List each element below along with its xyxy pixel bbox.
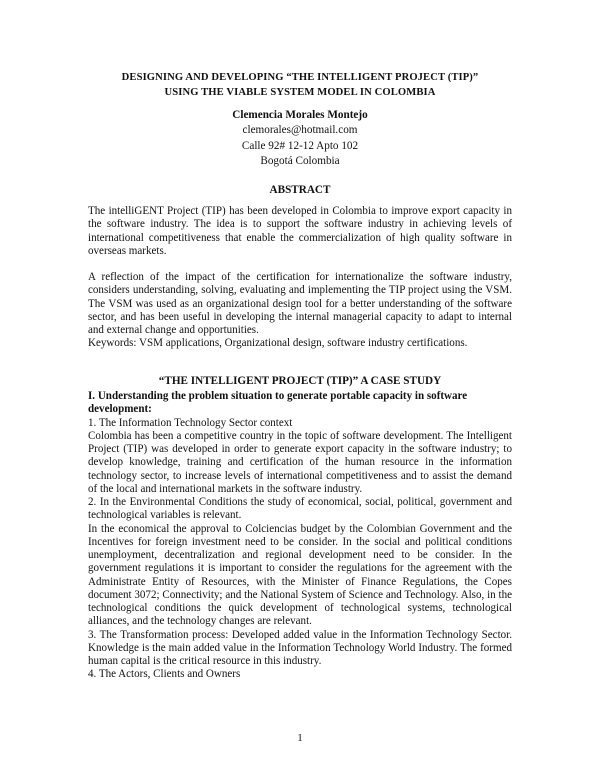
- body-item: In the economical the approval to Colciencias budget by the Colombian Government and the Incentives for foreign investment need to be consider. In the social and political conditions unemployment, decentralization and regional development need to be consider. In the government regulations it is important to consider the regulations for the agreement with the Administrate Entity of Resources, with the Minister of Finance Regulations, the Copes document 3072; Connectivity; and the National System of Science and Technology. Also, in the technological conditions the quick development of technological systems, technological alliances, and the technology changes are relevant.: [88, 522, 512, 628]
- body-item: Colombia has been a competitive country in the topic of software development. The Intelligent Project (TIP) was developed in order to generate export capacity in the software industry; to develop knowledge, training and certification of the human resource in the information technology sector, to increase levels of international competitiveness and to assist the demand of the local and international markets in the software industry.: [88, 429, 512, 495]
- abstract-heading: ABSTRACT: [269, 184, 331, 196]
- title-line-2: USING THE VIABLE SYSTEM MODEL IN COLOMBIA: [164, 87, 436, 98]
- section-body: [88, 390, 512, 682]
- section-heading: “THE INTELLIGENT PROJECT (TIP)” A CASE STUDY: [158, 375, 442, 387]
- author-block: [0, 108, 600, 170]
- body-item: 3. The Transformation process: Developed added value in the Information Technology Sector. Knowledge is the main added value in the Information Technology World Industry. The formed human capital is the critical resource in this industry.: [88, 628, 512, 667]
- abstract-p2-text: A reflection of the impact of the certification for internationalize the software industry, considers understanding, solving, evaluating and implementing the TIP project using the VSM. The VSM was used as an organizational design tool for a better understanding of the software sector, and has been useful in developing the internal managerial capacity to adapt to internal and external change and opportunities.: [88, 271, 512, 336]
- paper-title: [0, 70, 600, 100]
- title-line-1: DESIGNING AND DEVELOPING “THE INTELLIGENT PROJECT (TIP)”: [121, 72, 479, 83]
- author-address: Calle 92# 12-12 Apto 102: [241, 139, 359, 152]
- body-item: 1. The Information Technology Sector context: [88, 416, 293, 429]
- author-email: clemorales@hotmail.com: [242, 124, 358, 137]
- subsection-heading: I. Understanding the problem situation to generate portable capacity in software development:: [88, 390, 468, 416]
- body-item: 2. In the Environmental Conditions the study of economical, social, political, government and technological variables is relevant.: [88, 496, 512, 522]
- author-city: Bogotá Colombia: [260, 155, 340, 168]
- author-name: Clemencia Morales Montejo: [232, 109, 368, 121]
- body-item: 4. The Actors, Clients and Owners: [88, 668, 241, 681]
- abstract-paragraph-1: [88, 205, 512, 258]
- abstract-paragraph-2: [88, 271, 512, 351]
- keywords: Keywords: VSM applications, Organizational design, software industry certifications.: [88, 337, 468, 350]
- page-number: 1: [297, 732, 303, 744]
- abstract-p1-text: The intelliGENT Project (TIP) has been developed in Colombia to improve export capacity in the software industry. The idea is to support the software industry in achieving levels of international competitiveness that enable the commercialization of high quality software in overseas markets.: [88, 205, 512, 257]
